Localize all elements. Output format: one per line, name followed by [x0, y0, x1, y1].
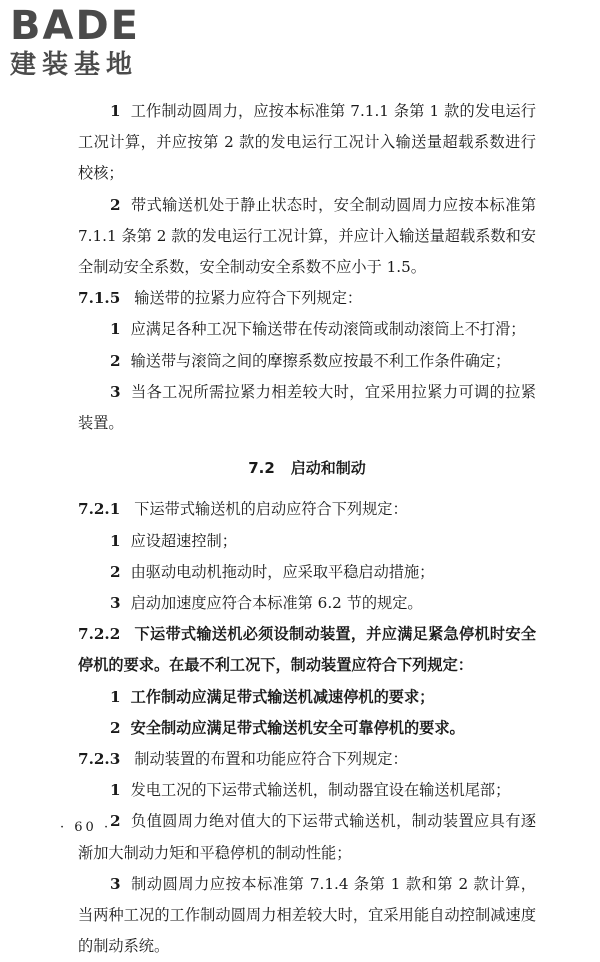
item-text: 安全制动应满足带式输送机安全可靠停机的要求。 — [130, 718, 465, 737]
item-text: 负值圆周力绝对值大的下运带式输送机，制动装置应具有逐渐加大制动力矩和平稳停机的制动性能； — [78, 812, 536, 862]
item-text: 工作制动圆周力，应按本标准第 7.1.1 条第 1 款的发电运行工况计算，并应按第 2 款的发电运行工况计入输送量超载系数进行校核； — [78, 102, 536, 183]
list-item — [78, 557, 536, 588]
page-number: · 60 · — [60, 820, 112, 835]
list-item — [78, 314, 536, 345]
section-heading — [78, 453, 536, 484]
item-text: 由驱动电动机拖动时，应采取平稳启动措施； — [130, 562, 435, 581]
list-item — [78, 775, 536, 806]
list-item — [78, 346, 536, 377]
clause-paragraph — [78, 494, 536, 525]
list-item — [78, 869, 536, 962]
item-text: 当各工况所需拉紧力相差较大时，宜采用拉紧力可调的拉紧装置。 — [78, 382, 536, 433]
item-text: 启动加速度应符合本标准第 6.2 节的规定。 — [130, 594, 423, 613]
item-number: 3 — [110, 382, 121, 401]
clause-number: 7.2.2 — [78, 625, 121, 644]
item-number: 2 — [110, 718, 121, 737]
list-item — [78, 96, 536, 190]
list-item — [78, 713, 536, 744]
list-item — [78, 588, 536, 619]
clause-paragraph — [78, 744, 536, 775]
item-number: 3 — [110, 594, 121, 613]
item-text: 带式输送机处于静止状态时，安全制动圆周力应按本标准第 7.1.1 条第 2 款的发电运行工况计算，并应计入输送量超载系数和安全制动安全系数，安全制动安全系数不应小于 1.5。 — [78, 195, 536, 277]
section-number: 7.2 — [248, 459, 275, 478]
item-text: 发电工况的下运带式输送机，制动器宜设在输送机尾部； — [130, 781, 511, 800]
logo-chinese-name: 建装基地 — [10, 50, 139, 80]
clause-number: 7.2.3 — [78, 750, 121, 769]
logo-wordmark: BADE — [10, 3, 140, 49]
item-number: 3 — [110, 874, 121, 893]
item-number: 2 — [110, 195, 121, 214]
item-number: 2 — [110, 562, 121, 581]
clause-text: 下运带式输送机的启动应符合下列规定： — [134, 500, 408, 519]
item-number: 1 — [110, 687, 121, 706]
document-body — [78, 96, 536, 962]
clause-paragraph — [78, 283, 536, 314]
item-text: 工作制动应满足带式输送机减速停机的要求； — [130, 687, 435, 706]
section-title: 启动和制动 — [290, 459, 366, 478]
item-text: 应满足各种工况下输送带在传动滚筒或制动滚筒上不打滑； — [130, 320, 526, 339]
clause-number: 7.2.1 — [78, 500, 121, 519]
clause-text: 下运带式输送机必须设制动装置，并应满足紧急停机时安全停机的要求。在最不利工况下，制动装置应符合下列规定： — [78, 625, 536, 675]
list-item — [78, 377, 536, 439]
list-item — [78, 806, 536, 868]
clause-text: 输送带的拉紧力应符合下列规定： — [134, 289, 363, 308]
clause-text: 制动装置的布置和功能应符合下列规定： — [134, 750, 408, 769]
item-text: 制动圆周力应按本标准第 7.1.4 条第 1 款和第 2 款计算，当两种工况的工作制动圆周力相差较大时，宜采用能自动控制减速度的制动系统。 — [78, 874, 536, 956]
list-item — [78, 682, 536, 713]
list-item — [78, 526, 536, 557]
item-number: 1 — [110, 531, 121, 550]
list-item — [78, 190, 536, 284]
item-number: 1 — [110, 102, 121, 120]
clause-paragraph — [78, 619, 536, 681]
bade-logo — [10, 4, 180, 80]
item-number: 2 — [110, 812, 121, 831]
clause-number: 7.1.5 — [78, 289, 121, 308]
item-number: 1 — [110, 320, 121, 339]
item-text: 应设超速控制； — [130, 531, 237, 550]
item-text: 输送带与滚筒之间的摩擦系数应按最不利工作条件确定； — [130, 351, 511, 370]
item-number: 1 — [110, 781, 121, 800]
item-number: 2 — [110, 351, 121, 370]
